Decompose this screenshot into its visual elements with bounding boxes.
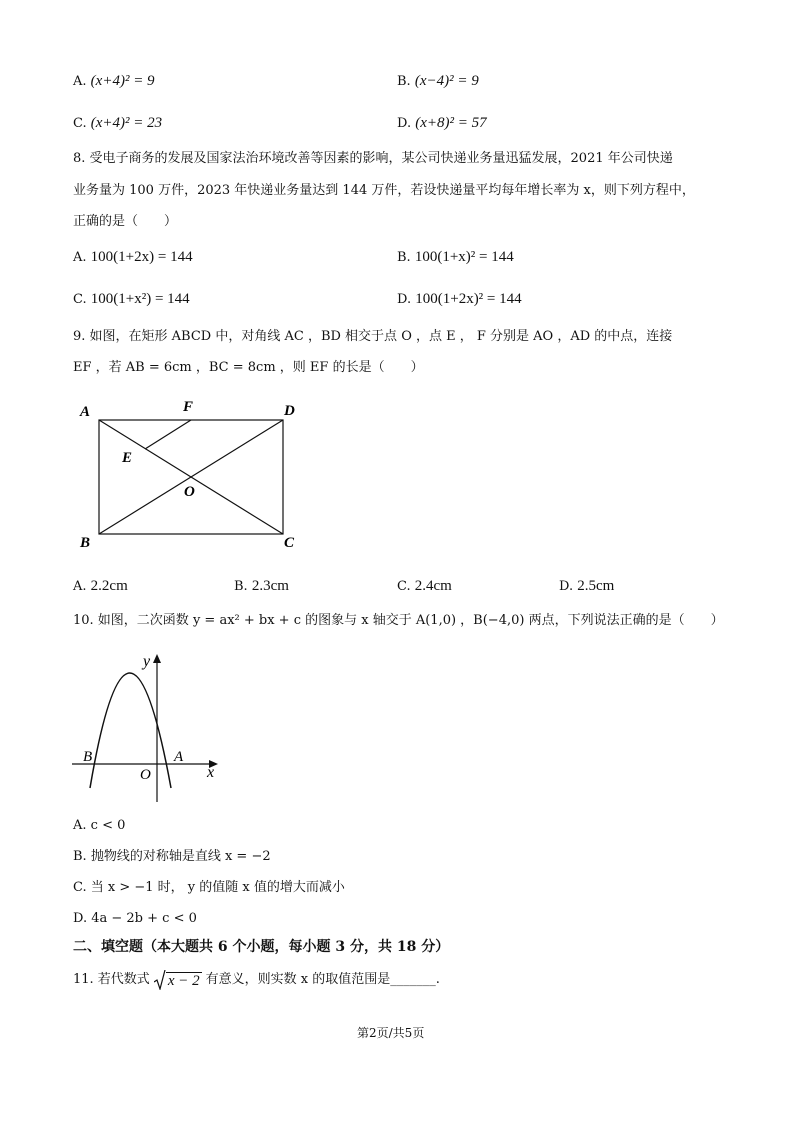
q10-option-b: B. 抛物线的对称轴是直线 x = −2 (73, 849, 271, 864)
q8-option-b: B. 100(1+x)² = 144 (397, 249, 514, 265)
segment-ef (145, 420, 191, 449)
label-origin: O (140, 767, 151, 783)
y-axis-arrow (153, 654, 161, 663)
q7-option-d-expr: (x+8)² = 57 (415, 115, 487, 131)
q10-stem: 10. 如图，二次函数 y = ax² + bx + c 的图象与 x 轴交于 A(1,0) ，B(−4,0) 两点，下列说法正确的是（ ） (73, 613, 724, 628)
q9-option-d: D. 2.5cm (559, 578, 615, 594)
label-a: A (80, 404, 91, 420)
q8-stem-line3: 正确的是（ ） (73, 214, 178, 229)
q11-prefix: 11. 若代数式 (73, 972, 150, 987)
q10-option-d: D. 4a − 2b + c < 0 (73, 911, 197, 926)
label-f: F (183, 399, 194, 415)
q7-option-a: A. (x+4)² = 9 (73, 73, 155, 89)
q7-option-b-expr: (x−4)² = 9 (414, 73, 479, 89)
label-b: B (80, 535, 91, 551)
q9-stem-line1: 9. 如图，在矩形 ABCD 中，对角线 AC ，BD 相交于点 O ，点 E ， F 分别是 AO ，AD 的中点，连接 (73, 329, 673, 344)
label-c: C (284, 535, 295, 551)
q9-option-d-value: 2.5cm (577, 578, 615, 594)
q8-option-a-expr: 100(1+2x) = 144 (90, 249, 193, 265)
q8-option-c: C. 100(1+x²) = 144 (73, 291, 190, 307)
label-x: x (207, 764, 215, 781)
label-point-b: B (83, 749, 93, 765)
q8-option-d: D. 100(1+2x)² = 144 (397, 291, 522, 307)
q9-option-b: B. 2.3cm (234, 578, 289, 594)
label-e: E (122, 450, 133, 466)
q9-option-b-value: 2.3cm (251, 578, 289, 594)
q9-stem-line2: EF ，若 AB = 6cm ，BC = 8cm ，则 EF 的长是（ ） (73, 360, 424, 375)
sqrt-icon (154, 970, 166, 990)
q8-option-a: A. 100(1+2x) = 144 (73, 249, 193, 265)
label-o: O (184, 484, 195, 500)
q7-option-c-expr: (x+4)² = 23 (90, 115, 163, 131)
page-number: 第2页/共5页 (357, 1026, 425, 1040)
q9-rectangle-figure (70, 392, 310, 557)
parabola-curve (90, 673, 171, 788)
q8-option-d-expr: 100(1+2x)² = 144 (415, 291, 522, 307)
section-fill-in-blank-title: 二、填空题（本大题共 6 个小题，每小题 3 分，共 18 分） (73, 939, 450, 955)
q8-option-b-expr: 100(1+x)² = 144 (414, 249, 514, 265)
q10-parabola-figure (68, 648, 228, 808)
q8-stem-line2: 业务量为 100 万件，2023 年快递业务量达到 144 万件，若设快递量平均每年增长率为 x，则下列方程中， (73, 183, 695, 198)
label-d: D (284, 403, 295, 419)
q8-stem-line1: 8. 受电子商务的发展及国家法治环境改善等因素的影响，某公司快递业务量迅猛发展，2021 年公司快递 (73, 151, 673, 166)
q7-option-c: C. (x+4)² = 23 (73, 115, 163, 131)
q9-option-c-value: 2.4cm (414, 578, 452, 594)
q9-option-a-value: 2.2cm (90, 578, 128, 594)
q8-option-c-expr: 100(1+x²) = 144 (90, 291, 190, 307)
q11-stem (73, 970, 440, 990)
q7-option-d: D. (x+8)² = 57 (397, 115, 487, 131)
label-point-a: A (174, 749, 184, 765)
q9-option-a: A. 2.2cm (73, 578, 128, 594)
q10-option-c: C. 当 x > −1 时， y 的值随 x 值的增大而减小 (73, 880, 345, 895)
q9-option-c: C. 2.4cm (397, 578, 452, 594)
q11-radicand: x − 2 (167, 973, 200, 989)
q11-sqrt (154, 970, 202, 990)
q7-option-b: B. (x−4)² = 9 (397, 73, 479, 89)
q11-suffix: 有意义，则实数 x 的取值范围是_______. (205, 972, 440, 987)
q7-option-a-expr: (x+4)² = 9 (90, 73, 155, 89)
q10-option-a: A. c < 0 (73, 818, 126, 833)
label-y: y (143, 653, 151, 670)
